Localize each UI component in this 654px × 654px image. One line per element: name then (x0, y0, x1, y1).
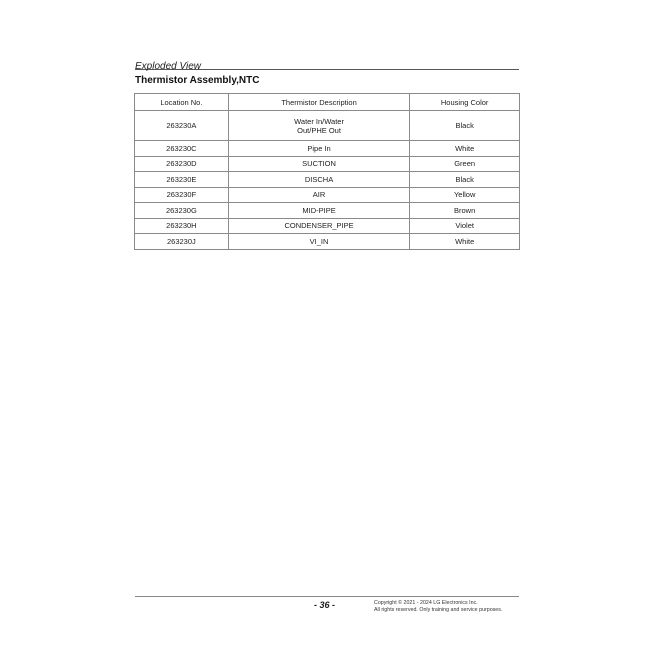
cell-housing-color: Yellow (410, 187, 520, 203)
section-header-label: Exploded View (135, 61, 201, 72)
cell-location: 263230J (135, 234, 229, 250)
cell-description: SUCTION (228, 156, 410, 172)
column-header-description: Thermistor Description (228, 94, 410, 111)
copyright-notice (374, 600, 502, 614)
table-header-row (135, 94, 520, 111)
cell-description: AIR (228, 187, 410, 203)
cell-description: DISCHA (228, 172, 410, 188)
cell-housing-color: Black (410, 111, 520, 141)
table-row (135, 234, 520, 250)
cell-location: 263230H (135, 218, 229, 234)
column-header-housing-color: Housing Color (410, 94, 520, 111)
cell-location: 263230F (135, 187, 229, 203)
column-header-location: Location No. (135, 94, 229, 111)
cell-location: 263230G (135, 203, 229, 219)
footer-divider (135, 596, 519, 597)
cell-description-line2: Out/PHE Out (297, 125, 341, 135)
thermistor-table (134, 93, 520, 250)
cell-housing-color: Violet (410, 218, 520, 234)
cell-housing-color: Brown (410, 203, 520, 219)
table-row (135, 203, 520, 219)
copyright-line-2: All rights reserved. Only training and service purposes. (374, 607, 503, 613)
page-title: Thermistor Assembly,NTC (135, 75, 260, 86)
section-header (135, 56, 519, 70)
cell-location: 263230C (135, 141, 229, 157)
cell-housing-color: Green (410, 156, 520, 172)
copyright-line-1: Copyright © 2021 - 2024 LG Electronics Inc. (374, 600, 478, 606)
cell-description: CONDENSER_PIPE (228, 218, 410, 234)
table-row (135, 218, 520, 234)
table-row (135, 111, 520, 141)
cell-housing-color: Black (410, 172, 520, 188)
cell-description-line1: Water In/Water (294, 116, 344, 126)
cell-location: 263230D (135, 156, 229, 172)
cell-description: Pipe In (228, 141, 410, 157)
cell-location: 263230A (135, 111, 229, 141)
cell-housing-color: White (410, 141, 520, 157)
cell-description: VI_IN (228, 234, 410, 250)
cell-description (228, 111, 410, 141)
table-row (135, 141, 520, 157)
cell-location: 263230E (135, 172, 229, 188)
cell-housing-color: White (410, 234, 520, 250)
cell-description: MID-PIPE (228, 203, 410, 219)
table-row (135, 156, 520, 172)
table-row (135, 172, 520, 188)
table-row (135, 187, 520, 203)
page-number: - 36 - (314, 600, 336, 610)
